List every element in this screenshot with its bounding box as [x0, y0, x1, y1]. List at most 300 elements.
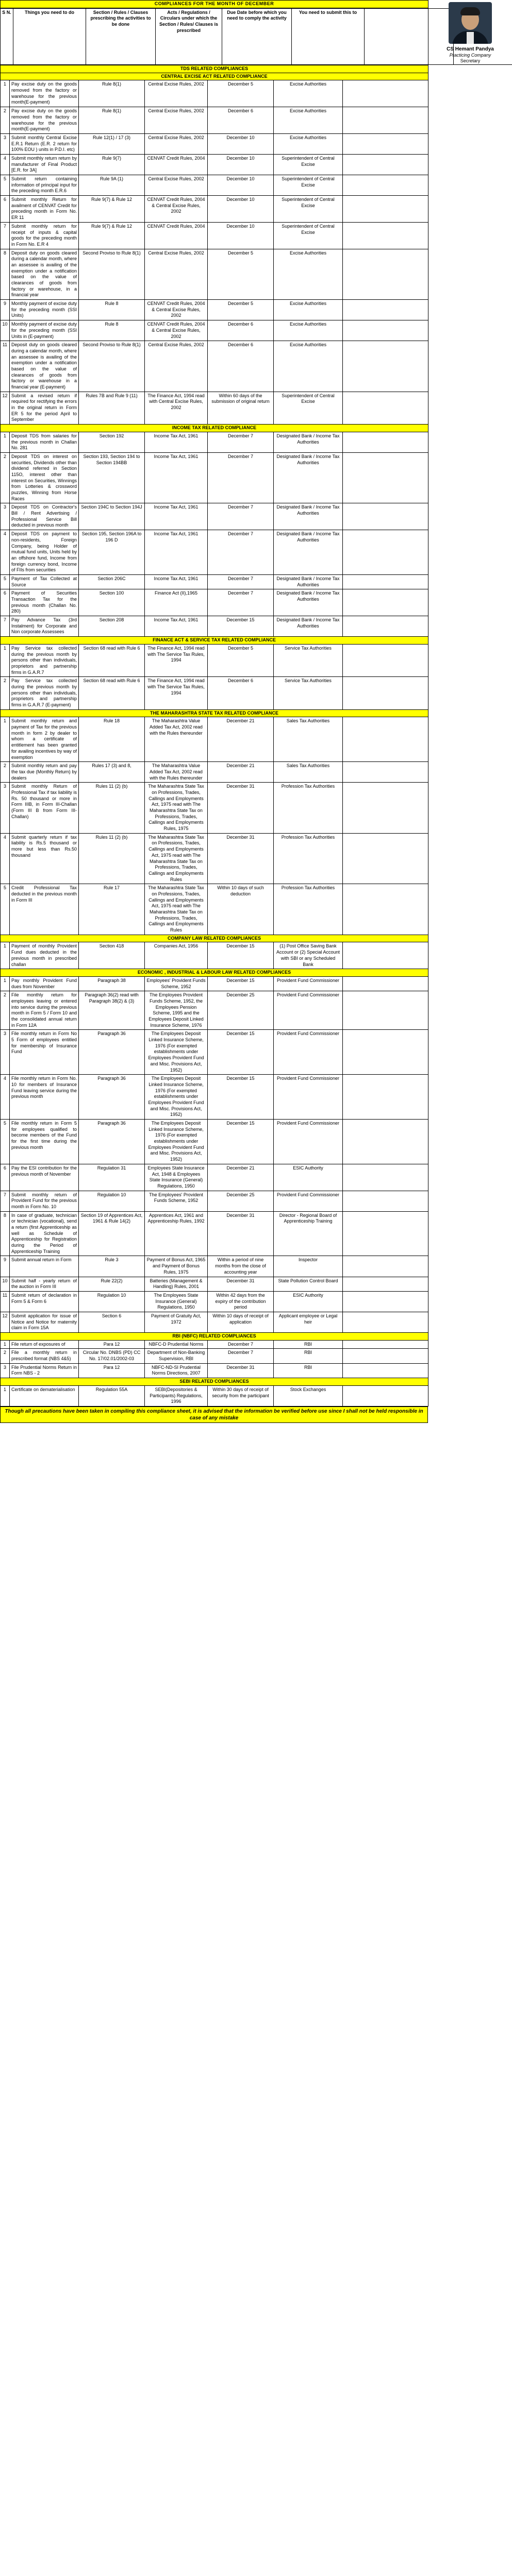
cell-due-date: December 7 — [208, 1340, 274, 1349]
table-row — [1, 1030, 428, 1075]
cell-submit-to: Director - Regional Board of Apprenticeship Training — [274, 1211, 343, 1256]
cell-blank — [343, 175, 428, 196]
cell-sn: 8 — [1, 249, 10, 300]
cell-blank — [343, 1211, 428, 1256]
cell-sn: 9 — [1, 300, 10, 320]
cell-due-date: December 21 — [208, 717, 274, 762]
cell-submit-to: (1) Post Office Saving Bank Account or (2) Special Account with SBI or any Scheduled Bank — [274, 942, 343, 969]
cell-rules: The Maharashtra Value Added Tax Act, 2002 read with the Rules thereunder — [145, 717, 208, 762]
cell-rules: SEBI(Depositories & Participants) Regulations, 1996 — [145, 1385, 208, 1406]
column-header-table — [0, 8, 454, 65]
cell-sn: 4 — [1, 1075, 10, 1120]
cell-section: Paragraph 36(2) read with Paragraph 38(2) & (3) — [79, 991, 145, 1030]
cell-rules: The Employees Deposit Linked Insurance Scheme, 1976 (For exempted establishments under Employees Provident Fund and Misc. Provisions Act, 1952) — [145, 1075, 208, 1120]
cell-things: Submit quarterly return if tax liability is Rs.5 thousand or more but less than Rs.50 thousand — [10, 833, 79, 884]
cell-due-date: December 5 — [208, 300, 274, 320]
cell-things: In case of graduate, technician or technician (vocational), send a return (first Apprenticeship as well as Schedule of Apprenticeship for Registration during the Period of Apprenticeship Training — [10, 1211, 79, 1256]
cell-rules: CENVAT Credit Rules, 2004 & Central Excise Rules, 2002 — [145, 320, 208, 341]
cell-blank — [343, 432, 428, 452]
cell-blank — [343, 196, 428, 223]
cell-due-date: Within 10 days of receipt of application — [208, 1312, 274, 1332]
cell-section: Rule 18 — [79, 717, 145, 762]
section-heading-row — [1, 637, 428, 645]
cell-submit-to: Designated Bank / Income Tax Authorities — [274, 616, 343, 637]
cell-sn: 4 — [1, 530, 10, 575]
cell-things: Pay Service tax collected during the previous month by persons other than individuals, proprietors and partnership firms in G.A.R.7 — [10, 644, 79, 676]
cell-things: Submit a revised return if required for rectifying the errors in the original return in Form ER 5 for the period April to September — [10, 392, 79, 424]
cell-sn: 5 — [1, 884, 10, 935]
cell-blank — [343, 1191, 428, 1211]
cell-submit-to: Service Tax Authorities — [274, 677, 343, 709]
table-row — [1, 133, 428, 154]
cell-things: Submit monthly return for receipt of inputs & capital goods for the preceding month in Form No. E.R 4 — [10, 222, 79, 249]
cell-rules: Income Tax Act, 1961 — [145, 574, 208, 589]
table-row — [1, 222, 428, 249]
cell-submit-to: Provident Fund Commissioner — [274, 1030, 343, 1075]
section-heading-row — [1, 425, 428, 432]
cell-due-date: December 7 — [208, 574, 274, 589]
cell-sn: 3 — [1, 1363, 10, 1378]
table-row — [1, 1291, 428, 1312]
cell-section: Paragraph 36 — [79, 1075, 145, 1120]
cell-section: Rule 9A (1) — [79, 175, 145, 196]
cell-submit-to: Provident Fund Commissioner — [274, 976, 343, 991]
cell-things: File a monthly return in prescribed format (NBS 4&5) — [10, 1349, 79, 1363]
table-row — [1, 300, 428, 320]
cell-things: Submit monthly return of Provident Fund for the previous month in Form No. 10 — [10, 1191, 79, 1211]
section-heading-row — [1, 1378, 428, 1386]
cell-blank — [343, 616, 428, 637]
cell-blank — [343, 1385, 428, 1406]
cell-sn: 10 — [1, 1277, 10, 1291]
cell-submit-to: State Pollution Control Board — [274, 1277, 343, 1291]
cell-sn: 1 — [1, 1385, 10, 1406]
cell-section: Rules 7B and Rule 9 (11) — [79, 392, 145, 424]
cell-section: Rule 8 — [79, 320, 145, 341]
cell-blank — [343, 249, 428, 300]
cell-section: Circular No. DNBS (PD) CC No. 17/02.01/2002-03 — [79, 1349, 145, 1363]
table-row — [1, 1256, 428, 1277]
cell-submit-to: Designated Bank / Income Tax Authorities — [274, 574, 343, 589]
cell-submit-to: Superintendent of Central Excise — [274, 154, 343, 175]
cell-things: File return of exposures of — [10, 1340, 79, 1349]
cell-things: Payment of Tax Collected at Source — [10, 574, 79, 589]
cell-rules: CENVAT Credit Rules, 2004 — [145, 154, 208, 175]
cell-blank — [343, 677, 428, 709]
cell-sn: 2 — [1, 677, 10, 709]
table-row — [1, 1211, 428, 1256]
table-row — [1, 1191, 428, 1211]
cell-blank — [343, 300, 428, 320]
cell-sn: 10 — [1, 320, 10, 341]
table-row — [1, 976, 428, 991]
cell-submit-to: Designated Bank / Income Tax Authorities — [274, 432, 343, 452]
cell-due-date: December 31 — [208, 833, 274, 884]
cell-blank — [343, 833, 428, 884]
cell-due-date: December 31 — [208, 783, 274, 834]
section-heading-row — [1, 1333, 428, 1341]
cell-sn: 2 — [1, 1349, 10, 1363]
cell-submit-to: Designated Bank / Income Tax Authorities — [274, 503, 343, 530]
cell-submit-to: Service Tax Authorities — [274, 644, 343, 676]
cell-blank — [343, 783, 428, 834]
cell-things: File monthly return in Form No 5 Form of employees entitled for membership of Insurance Fund — [10, 1030, 79, 1075]
cell-section: Paragraph 36 — [79, 1120, 145, 1164]
cell-things: Pay excise duty on the goods removed from the factory or warehouse for the previous month(E-payment) — [10, 107, 79, 134]
cell-due-date: December 25 — [208, 1191, 274, 1211]
header-left — [0, 0, 428, 64]
cell-due-date: December 6 — [208, 677, 274, 709]
cell-blank — [343, 762, 428, 783]
cell-due-date: Within a period of nine months from the close of accounting year — [208, 1256, 274, 1277]
table-row — [1, 1164, 428, 1191]
cell-due-date: December 7 — [208, 589, 274, 616]
table-row — [1, 175, 428, 196]
cell-blank — [343, 154, 428, 175]
section-heading-row — [1, 969, 428, 977]
cell-rules: The Employees Provident Funds Scheme, 1952, the Employees Pension Scheme, 1995 and the Employees Deposit Linked Insurance Scheme, 1976 — [145, 991, 208, 1030]
cell-section: Rule 22(2) — [79, 1277, 145, 1291]
cell-things: Deposit duty on goods cleared during a calendar month, where an assessee is availing of the exemption under a notification based on the value of clearances of goods from factory or warehouse, in a financial year — [10, 249, 79, 300]
cell-section: Section 100 — [79, 589, 145, 616]
cell-submit-to: Designated Bank / Income Tax Authorities — [274, 530, 343, 575]
cell-blank — [343, 717, 428, 762]
cell-things: Submit half - yearly return of the auction in Form III — [10, 1277, 79, 1291]
cell-rules: Central Excise Rules, 2002 — [145, 133, 208, 154]
cell-things: File monthly return in Form 5 for employees qualified to become members of the Fund for the first time during the previous month — [10, 1120, 79, 1164]
cell-sn: 1 — [1, 717, 10, 762]
cell-rules: CENVAT Credit Rules, 2004 — [145, 222, 208, 249]
cell-submit-to: Superintendent of Central Excise — [274, 175, 343, 196]
cell-submit-to: Excise Authorities — [274, 107, 343, 134]
cell-submit-to: Excise Authorities — [274, 320, 343, 341]
section-heading-row — [1, 935, 428, 942]
cell-things: Submit monthly Return of Professional Tax if tax liability is Rs. 50 thousand or more in Form IIIB, in Form III-Challan (Form III B from Form III-Challan) — [10, 783, 79, 834]
table-row — [1, 1120, 428, 1164]
author-role-2: Secretary — [460, 58, 481, 64]
cell-submit-to: Excise Authorities — [274, 249, 343, 300]
cell-due-date: December 15 — [208, 1120, 274, 1164]
cell-rules: Income Tax Act, 1961 — [145, 432, 208, 452]
cell-due-date: Within 42 days from the expiry of the contribution period — [208, 1291, 274, 1312]
cell-due-date: December 21 — [208, 1164, 274, 1191]
cell-sn: 1 — [1, 644, 10, 676]
cell-rules: The Employees' Provident Funds Scheme, 1952 — [145, 1191, 208, 1211]
table-row — [1, 249, 428, 300]
section-heading: SEBI RELATED COMPLIANCES — [1, 1378, 428, 1386]
cell-blank — [343, 1120, 428, 1164]
cell-due-date: December 7 — [208, 503, 274, 530]
cell-blank — [343, 884, 428, 935]
cell-rules: Central Excise Rules, 2002 — [145, 107, 208, 134]
cell-rules: Income Tax Act, 1961 — [145, 530, 208, 575]
cell-due-date: December 6 — [208, 107, 274, 134]
cell-due-date: December 31 — [208, 1277, 274, 1291]
author-photo — [449, 2, 492, 44]
cell-things: Pay excise duty on the goods removed from the factory or warehouse for the previous month(E-payment) — [10, 80, 79, 107]
cell-section: Rule 12(1) / 17 (3) — [79, 133, 145, 154]
cell-things: Deposit TDS on interest on securities, Dividends other than dividend referred in Section 115O, interest other than interest on Securities, Winnings from Lotteries & crossword puzzles, Winning from Horse Races — [10, 452, 79, 503]
cell-things: Submit monthly Return for availment of CENVAT Credit for preceding month in Form No. ER 11 — [10, 196, 79, 223]
table-row — [1, 154, 428, 175]
cell-section: Section 208 — [79, 616, 145, 637]
cell-rules: The Finance Act, 1994 read with The Service Tax Rules, 1994 — [145, 644, 208, 676]
page-header — [0, 0, 512, 65]
cell-submit-to: Designated Bank / Income Tax Authorities — [274, 589, 343, 616]
cell-due-date: December 5 — [208, 249, 274, 300]
cell-things: File monthly return in Form No. 10 for members of Insurance Fund leaving service during the previous month — [10, 1075, 79, 1120]
cell-sn: 8 — [1, 1211, 10, 1256]
cell-section: Para 12 — [79, 1340, 145, 1349]
cell-section: Second Proviso to Rule 8(1) — [79, 341, 145, 392]
section-heading: CENTRAL EXCISE ACT RELATED COMPLIANCE — [1, 73, 428, 80]
cell-sn: 4 — [1, 154, 10, 175]
cell-sn: 5 — [1, 1120, 10, 1164]
cell-submit-to: ESIC Authority — [274, 1291, 343, 1312]
cell-things: Submit annual return in Form — [10, 1256, 79, 1277]
cell-section: Paragraph 36 — [79, 1030, 145, 1075]
cell-due-date: December 15 — [208, 1030, 274, 1075]
cell-due-date: December 15 — [208, 976, 274, 991]
cell-blank — [343, 942, 428, 969]
cell-section: Para 12 — [79, 1363, 145, 1378]
cell-submit-to: Superintendent of Central Excise — [274, 222, 343, 249]
cell-rules: Income Tax Act, 1961 — [145, 503, 208, 530]
section-heading: COMPANY LAW RELATED COMPLIANCES — [1, 935, 428, 942]
cell-rules: Finance Act (II),1965 — [145, 589, 208, 616]
cell-section: Rule 9(7) & Rule 12 — [79, 222, 145, 249]
cell-submit-to: Applicant employee or Legal heir — [274, 1312, 343, 1332]
cell-due-date: December 15 — [208, 1075, 274, 1120]
cell-sn: 6 — [1, 589, 10, 616]
table-row — [1, 1349, 428, 1363]
cell-section: Rule 9(7) & Rule 12 — [79, 196, 145, 223]
cell-sn: 6 — [1, 196, 10, 223]
col-header-sn: S N. — [1, 8, 13, 64]
cell-submit-to: Superintendent of Central Excise — [274, 196, 343, 223]
cell-due-date: December 6 — [208, 320, 274, 341]
cell-blank — [343, 530, 428, 575]
cell-blank — [343, 1363, 428, 1378]
cell-rules: Payment of Bonus Act, 1965 and Payment of Bonus Rules, 1975 — [145, 1256, 208, 1277]
cell-submit-to: Provident Fund Commissioner — [274, 1191, 343, 1211]
compliance-body — [0, 65, 428, 1406]
cell-blank — [343, 991, 428, 1030]
cell-due-date: December 15 — [208, 942, 274, 969]
cell-rules: Companies Act, 1956 — [145, 942, 208, 969]
table-row — [1, 107, 428, 134]
cell-blank — [343, 107, 428, 134]
cell-sn: 2 — [1, 107, 10, 134]
cell-sn: 1 — [1, 942, 10, 969]
cell-submit-to: Profession Tax Authorities — [274, 884, 343, 935]
table-row — [1, 644, 428, 676]
cell-things: Submit monthly return and payment of Tax for the previous month in form 2 by dealer to whom a certificate of entitlement has been granted for availing incentives by way of exemption — [10, 717, 79, 762]
cell-section: Rule 9(7) — [79, 154, 145, 175]
table-row — [1, 574, 428, 589]
cell-rules: Payment of Gratuity Act, 1972 — [145, 1312, 208, 1332]
cell-things: Submit application for issue of Notice and Notice for maternity claim in Form 15A — [10, 1312, 79, 1332]
cell-section: Rules 17 (3) and 8, — [79, 762, 145, 783]
cell-rules: The Employees State Insurance (General) Regulations, 1950 — [145, 1291, 208, 1312]
cell-blank — [343, 452, 428, 503]
cell-sn: 1 — [1, 80, 10, 107]
cell-things: Payment of Securities Transaction Tax for the previous month (Challan No. 280) — [10, 589, 79, 616]
cell-due-date: Within 60 days of the submission of original return — [208, 392, 274, 424]
cell-section: Section 6 — [79, 1312, 145, 1332]
cell-submit-to: Stock Exchanges — [274, 1385, 343, 1406]
cell-due-date: December 10 — [208, 154, 274, 175]
cell-things: Pay Service tax collected during the previous month by persons other than individuals, proprietors and partnership firms in G.A.R.7 (E-payment) — [10, 677, 79, 709]
cell-section: Rules 11 (2) (b) — [79, 783, 145, 834]
cell-sn: 2 — [1, 452, 10, 503]
cell-rules: The Employees Deposit Linked Insurance Scheme, 1976 (For exempted establishments under Employees Provident Fund and Misc. Provisions Act, 1952) — [145, 1030, 208, 1075]
cell-sn: 11 — [1, 1291, 10, 1312]
cell-section: Section 195, Section 196A to 196 D — [79, 530, 145, 575]
cell-rules: Department of Non-Banking Supervision, RBI — [145, 1349, 208, 1363]
table-row — [1, 1277, 428, 1291]
cell-rules: CENVAT Credit Rules, 2004 & Central Excise Rules, 2002 — [145, 196, 208, 223]
cell-sn: 7 — [1, 1191, 10, 1211]
cell-section: Rules 11 (2) (b) — [79, 833, 145, 884]
cell-rules: NBFC-D Prudential Norms — [145, 1340, 208, 1349]
cell-rules: Employees' Provident Funds Scheme, 1952 — [145, 976, 208, 991]
cell-submit-to: Provident Fund Commissioner — [274, 1075, 343, 1120]
cell-sn: 6 — [1, 1164, 10, 1191]
disclaimer-footer: Though all precautions have been taken in compiling this compliance sheet, it is advised that the information be verified before use since I shall not be held responsible in case of any mistake — [0, 1406, 428, 1423]
cell-things: Credit Professional Tax deducted in the previous month in Form III — [10, 884, 79, 935]
section-heading: FINANCE ACT & SERVICE TAX RELATED COMPLIANCE — [1, 637, 428, 645]
cell-rules: The Maharashtra State Tax on Professions, Trades, Callings and Employments Act, 1975 read with The Maharashtra State Tax on Professions, Trades, Callings and Employments Rules — [145, 833, 208, 884]
cell-submit-to: RBI — [274, 1340, 343, 1349]
cell-blank — [343, 392, 428, 424]
table-row — [1, 503, 428, 530]
cell-sn: 9 — [1, 1256, 10, 1277]
table-row — [1, 1075, 428, 1120]
cell-things: Submit return containing information of principal input for the preceding month E.R.6 — [10, 175, 79, 196]
table-row — [1, 783, 428, 834]
author-name: CS Hemant Pandya — [447, 46, 494, 52]
section-heading: RBI (NBFC) RELATED COMPLIANCES — [1, 1333, 428, 1341]
table-row — [1, 530, 428, 575]
cell-due-date: December 5 — [208, 644, 274, 676]
cell-sn: 4 — [1, 833, 10, 884]
cell-submit-to: Excise Authorities — [274, 300, 343, 320]
table-row — [1, 589, 428, 616]
cell-section: Regulation 55A — [79, 1385, 145, 1406]
cell-rules: Employees State Insurance Act, 1948 & Employees State Insurance (General) Regulations, 1950 — [145, 1164, 208, 1191]
cell-blank — [343, 320, 428, 341]
cell-things: Deposit duty on goods cleared during a calendar month, where an assessee is availing of the exemption under a notification based on the value of clearances of goods from factory or warehouse in a financial year (E-payment) — [10, 341, 79, 392]
cell-due-date: December 21 — [208, 762, 274, 783]
section-heading-row — [1, 73, 428, 80]
cell-due-date: December 25 — [208, 991, 274, 1030]
cell-section: Rule 3 — [79, 1256, 145, 1277]
cell-rules: The Employees Deposit Linked Insurance Scheme, 1976 (For exempted establishments under Employees Provident Fund and Misc. Provisions Act, 1952) — [145, 1120, 208, 1164]
cell-blank — [343, 1075, 428, 1120]
cell-section: Regulation 10 — [79, 1191, 145, 1211]
cell-blank — [343, 976, 428, 991]
section-heading-row — [1, 65, 428, 73]
section-heading: ECONOMIC , INDUSTRIAL & LABOUR LAW RELATED COMPLIANCES — [1, 969, 428, 977]
cell-due-date: December 7 — [208, 452, 274, 503]
cell-sn: 3 — [1, 783, 10, 834]
author-profile — [428, 0, 512, 64]
cell-blank — [343, 574, 428, 589]
table-row — [1, 432, 428, 452]
cell-submit-to: RBI — [274, 1349, 343, 1363]
col-header-things: Things you need to do — [13, 8, 86, 64]
cell-submit-to: Provident Fund Commissioner — [274, 1120, 343, 1164]
table-row — [1, 392, 428, 424]
cell-due-date: December 31 — [208, 1363, 274, 1378]
cell-blank — [343, 222, 428, 249]
cell-rules: Batteries (Management & Handling) Rules, 2001 — [145, 1277, 208, 1291]
cell-submit-to: Profession Tax Authorities — [274, 783, 343, 834]
cell-due-date: December 10 — [208, 133, 274, 154]
cell-things: Submit monthly return and pay the tax due (Monthly Return) by dealers — [10, 762, 79, 783]
cell-blank — [343, 1277, 428, 1291]
cell-rules: CENVAT Credit Rules, 2004 & Central Excise Rules, 2002 — [145, 300, 208, 320]
author-role: Practicing Company — [449, 52, 491, 58]
cell-section: Regulation 31 — [79, 1164, 145, 1191]
cell-due-date: December 15 — [208, 616, 274, 637]
col-header-due: Due Date before which you need to comply the activity — [222, 8, 292, 64]
col-header-rules: Acts / Regulations / Circulars under which the Section / Rules/ Clauses is prescribed — [156, 8, 222, 64]
cell-sn: 5 — [1, 574, 10, 589]
cell-section: Section 68 read with Rule 6 — [79, 644, 145, 676]
cell-sn: 3 — [1, 503, 10, 530]
cell-due-date: December 7 — [208, 432, 274, 452]
cell-things: Deposit TDS on Contractor's Bill / Rent Advertising / Professional Service Bill deducted in previous month — [10, 503, 79, 530]
table-row — [1, 616, 428, 637]
table-row — [1, 942, 428, 969]
table-row — [1, 991, 428, 1030]
cell-blank — [343, 644, 428, 676]
cell-sn: 3 — [1, 133, 10, 154]
cell-submit-to: Sales Tax Authorities — [274, 717, 343, 762]
cell-due-date: December 10 — [208, 196, 274, 223]
compliance-table — [0, 65, 428, 1406]
cell-due-date: December 10 — [208, 222, 274, 249]
table-row — [1, 196, 428, 223]
col-header-submit: You need to submit this to — [292, 8, 365, 64]
cell-sn: 7 — [1, 222, 10, 249]
cell-due-date: Within 30 days of receipt of security from the participant — [208, 1385, 274, 1406]
cell-submit-to: ESIC Authority — [274, 1164, 343, 1191]
cell-blank — [343, 589, 428, 616]
cell-due-date: December 31 — [208, 1211, 274, 1256]
cell-rules: Apprentices Act, 1961 and Apprenticeship Rules, 1992 — [145, 1211, 208, 1256]
cell-submit-to: Excise Authorities — [274, 133, 343, 154]
col-header-section: Section / Rules / Clauses prescribing the activities to be done — [86, 8, 156, 64]
cell-section: Regulation 10 — [79, 1291, 145, 1312]
cell-rules: NBFC-ND-SI Prudential Norms Directions, 2007 — [145, 1363, 208, 1378]
table-row — [1, 833, 428, 884]
cell-blank — [343, 80, 428, 107]
cell-section: Section 19 of Apprentices Act, 1961 & Rule 14(2) — [79, 1211, 145, 1256]
cell-things: Monthly payment of excise duty for the preceding month (SSI Units in (E-payment) — [10, 320, 79, 341]
cell-sn: 5 — [1, 175, 10, 196]
cell-due-date: December 10 — [208, 175, 274, 196]
cell-rules: Central Excise Rules, 2002 — [145, 341, 208, 392]
cell-rules: The Maharashtra State Tax on Professions, Trades, Callings and Employments Act, 1975 read with The Maharashtra State Tax on Professions, Trades, Callings and Employments Rules, 1975 — [145, 783, 208, 834]
cell-things: Payment of monthly Provident Fund dues deducted in the previous month in prescribed challan — [10, 942, 79, 969]
section-heading-row — [1, 709, 428, 717]
table-row — [1, 762, 428, 783]
cell-section: Second Proviso to Rule 8(1) — [79, 249, 145, 300]
cell-section: Section 193, Section 194 to Section 194BB — [79, 452, 145, 503]
